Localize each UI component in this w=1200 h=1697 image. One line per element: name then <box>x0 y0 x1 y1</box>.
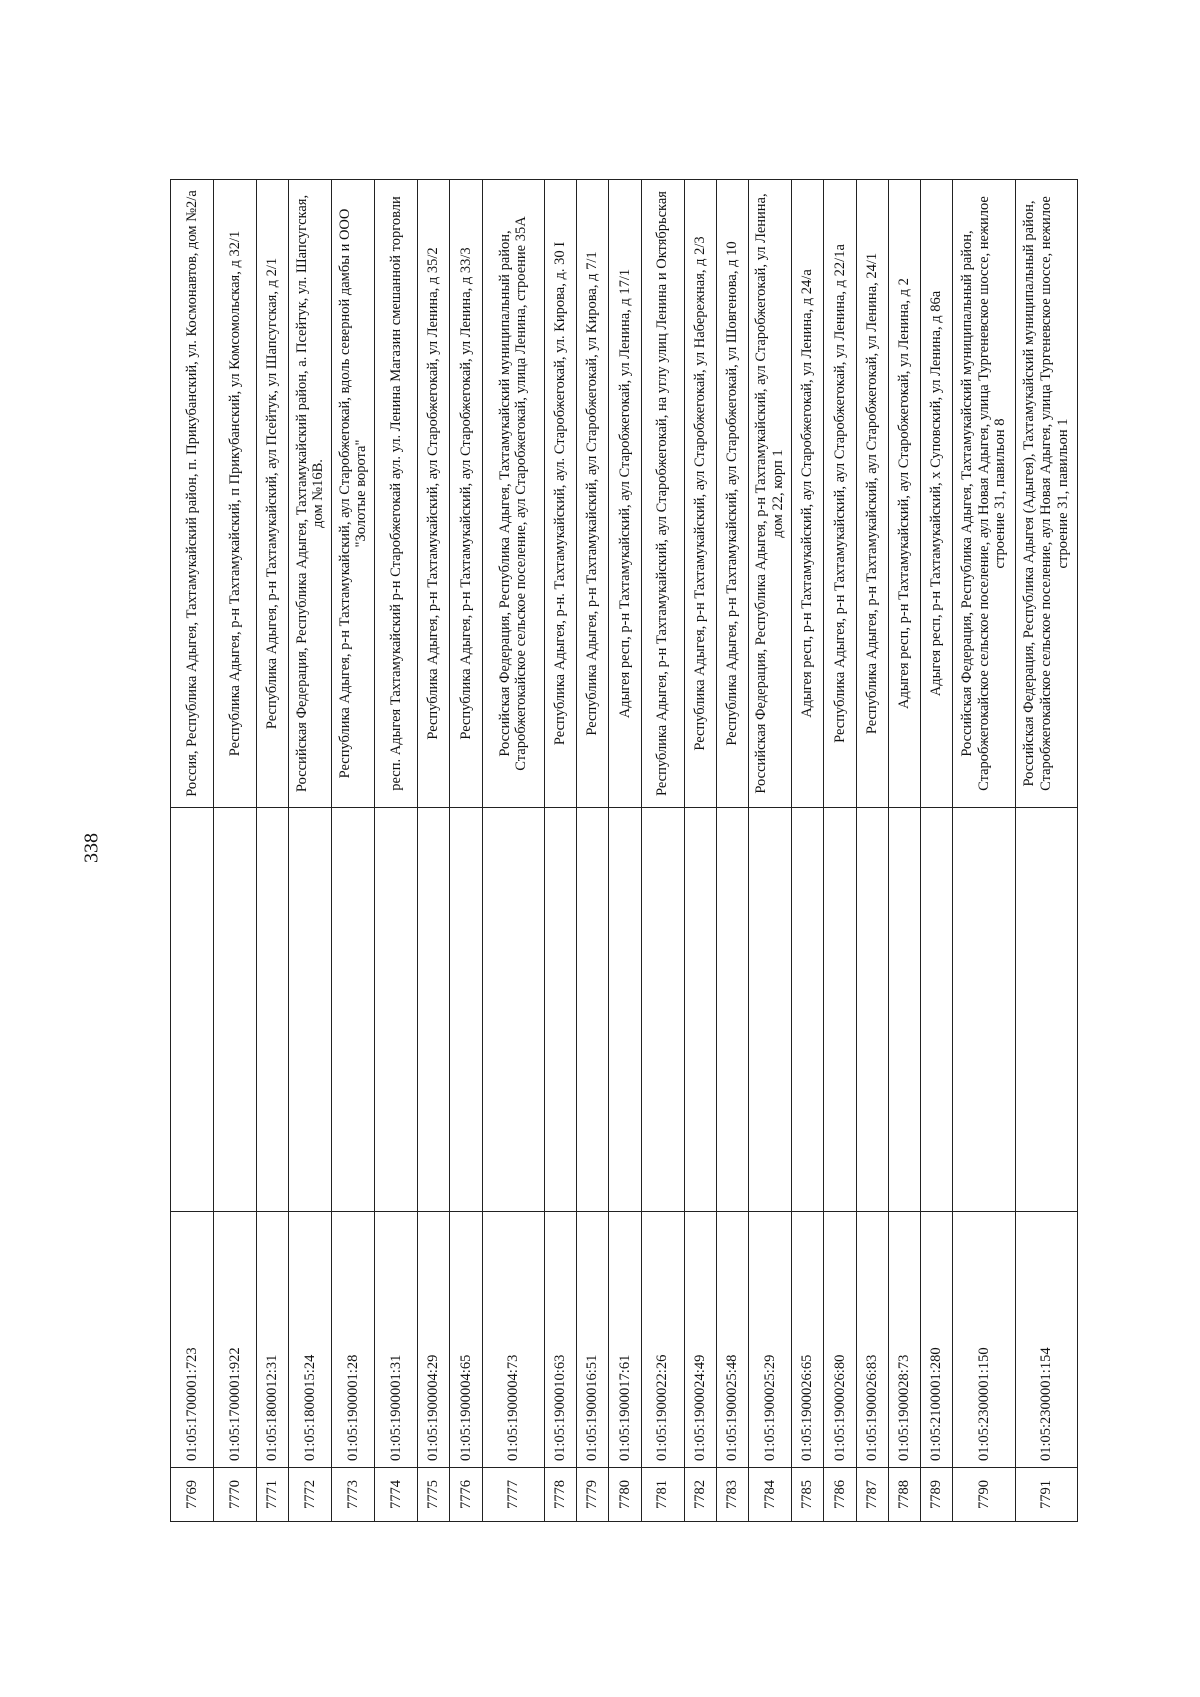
empty-cell <box>792 808 824 1212</box>
row-number-cell: 7775 <box>418 1468 450 1522</box>
table-row <box>716 180 748 1522</box>
table-row <box>824 180 856 1522</box>
row-number-cell: 7790 <box>953 1468 1015 1522</box>
row-number-cell: 7780 <box>609 1468 641 1522</box>
cadastral-number-cell: 01:05:1900017:61 <box>609 1212 641 1468</box>
address-cell: Республика Адыгея, р-н. Тахтамукайский, аул. Старобжегокай, ул. Кирова, д. 30 І <box>544 180 576 808</box>
address-cell: Республика Адыгея, р-н Тахтамукайский, аул Старобжегокай, ул Ленина, д 35/2 <box>418 180 450 808</box>
cadastral-number-cell: 01:05:1700001:723 <box>171 1212 214 1468</box>
row-number-cell: 7777 <box>482 1468 544 1522</box>
empty-cell <box>482 808 544 1212</box>
empty-cell <box>213 808 256 1212</box>
cadastral-number-cell: 01:05:1900026:83 <box>856 1212 888 1468</box>
empty-cell <box>856 808 888 1212</box>
cadastral-number-cell: 01:05:1900026:65 <box>792 1212 824 1468</box>
address-cell: Российская Федерация, Республика Адыгея (Адыгея), Тахтамукайский муниципальный район, Старобжегокайское сельское поселение, аул Новая Адыгея, улица Тургеневское шоссе, нежилое строение 31, павильон 1 <box>1015 180 1077 808</box>
table-row <box>609 180 641 1522</box>
table-row <box>577 180 609 1522</box>
cadastral-number-cell: 01:05:1900022:26 <box>641 1212 684 1468</box>
row-number-cell: 7782 <box>684 1468 716 1522</box>
cadastral-number-cell: 01:05:1900004:29 <box>418 1212 450 1468</box>
empty-cell <box>332 808 375 1212</box>
empty-cell <box>684 808 716 1212</box>
cadastral-number-cell: 01:05:2300001:154 <box>1015 1212 1077 1468</box>
address-cell: Республика Адыгея, р-н Тахтамукайский, аул Старобжегокай, вдоль северной дамбы и ООО "Золотые ворота" <box>332 180 375 808</box>
address-cell: Республика Адыгея, р-н Тахтамукайский, аул Старобжегокай, ул Набережная, д 2/3 <box>684 180 716 808</box>
address-cell: Российская Федерация, Республика Адыгея, р-н Тахтамукайский, аул Старобжегокай, ул Ленина, дом 22, корп 1 <box>749 180 792 808</box>
table-row <box>375 180 418 1522</box>
address-cell: Российская Федерация, Республика Адыгея, Тахтамукайский район, а. Псейтук, ул. Шапсугская, дом №16В. <box>289 180 332 808</box>
address-cell: респ. Адыгея Тахтамукайский р-н Старобжегокай аул. ул. Ленина Магазин смешанной торговли <box>375 180 418 808</box>
empty-cell <box>544 808 576 1212</box>
cadastral-number-cell: 01:05:1900025:48 <box>716 1212 748 1468</box>
cadastral-number-cell: 01:05:1900026:80 <box>824 1212 856 1468</box>
table-row <box>792 180 824 1522</box>
cadastral-number-cell: 01:05:1900025:29 <box>749 1212 792 1468</box>
empty-cell <box>450 808 482 1212</box>
table-row <box>641 180 684 1522</box>
address-cell: Адыгея респ, р-н Тахтамукайский, х Суповский, ул Ленина, д 86а <box>921 180 953 808</box>
address-cell: Республика Адыгея, р-н Тахтамукайский, аул Старобжегокай, ул Ленина, 24/1 <box>856 180 888 808</box>
cadastral-number-cell: 01:05:1900004:65 <box>450 1212 482 1468</box>
cadastral-number-cell: 01:05:1900001:28 <box>332 1212 375 1468</box>
registry-table-body <box>171 180 1078 1522</box>
address-cell: Республика Адыгея, р-н Тахтамукайский, аул Старобжегокай, ул Ленина, д 33/3 <box>450 180 482 808</box>
address-cell: Республика Адыгея, р-н Тахтамукайский, п Прикубанский, ул Комсомольская, д 32/1 <box>213 180 256 808</box>
table-row <box>450 180 482 1522</box>
address-cell: Российская Федерация, Республика Адыгея, Тахтамукайский муниципальный район, Старобжегокайское сельское поселение, аул Новая Адыгея, улица Тургеневское шоссе, нежилое строение 31, павильон 8 <box>953 180 1015 808</box>
empty-cell <box>749 808 792 1212</box>
row-number-cell: 7787 <box>856 1468 888 1522</box>
row-number-cell: 7784 <box>749 1468 792 1522</box>
address-cell: Адыгея респ, р-н Тахтамукайский, аул Старобжегокай, ул Ленина, д 2 <box>888 180 920 808</box>
row-number-cell: 7791 <box>1015 1468 1077 1522</box>
table-row <box>213 180 256 1522</box>
cadastral-number-cell: 01:05:1900016:51 <box>577 1212 609 1468</box>
cadastral-number-cell: 01:05:1700001:922 <box>213 1212 256 1468</box>
table-row <box>289 180 332 1522</box>
page-number: 338 <box>80 833 103 863</box>
address-cell: Адыгея респ, р-н Тахтамукайский, аул Старобжегокай, ул Ленина, д 17/1 <box>609 180 641 808</box>
table-row <box>856 180 888 1522</box>
table-row <box>953 180 1015 1522</box>
empty-cell <box>1015 808 1077 1212</box>
row-number-cell: 7778 <box>544 1468 576 1522</box>
empty-cell <box>256 808 288 1212</box>
table-row <box>171 180 214 1522</box>
row-number-cell: 7769 <box>171 1468 214 1522</box>
address-cell: Адыгея респ, р-н Тахтамукайский, аул Старобжегокай, ул Ленина, д 24/а <box>792 180 824 808</box>
cadastral-number-cell: 01:05:1900010:63 <box>544 1212 576 1468</box>
cadastral-number-cell: 01:05:1900028:73 <box>888 1212 920 1468</box>
rotated-table-container <box>170 180 1078 1522</box>
empty-cell <box>609 808 641 1212</box>
address-cell: Республика Адыгея, р-н Тахтамукайский, аул Старобжегокай, ул Кирова, д 7/1 <box>577 180 609 808</box>
empty-cell <box>921 808 953 1212</box>
empty-cell <box>171 808 214 1212</box>
row-number-cell: 7785 <box>792 1468 824 1522</box>
table-row <box>888 180 920 1522</box>
address-cell: Республика Адыгея, р-н Тахтамукайский, аул Псейтук, ул Шапсугская, д 2/1 <box>256 180 288 808</box>
address-cell: Россия, Республика Адыгея, Тахтамукайский район, п. Прикубанский, ул. Космонавтов, дом №2/а <box>171 180 214 808</box>
address-cell: Республика Адыгея, р-н Тахтамукайский, аул Старобжегокай, ул Ленина, д 22/1а <box>824 180 856 808</box>
table-row <box>256 180 288 1522</box>
row-number-cell: 7773 <box>332 1468 375 1522</box>
address-cell: Российская Федерация, Республика Адыгея, Тахтамукайский муниципальный район, Старобжегокайское сельское поселение, аул Старобжегокай, улица Ленина, строение 35А <box>482 180 544 808</box>
empty-cell <box>824 808 856 1212</box>
address-cell: Республика Адыгея, р-н Тахтамукайский, аул Старобжегокай, ул Шовгенова, д 10 <box>716 180 748 808</box>
row-number-cell: 7774 <box>375 1468 418 1522</box>
table-row <box>1015 180 1077 1522</box>
row-number-cell: 7779 <box>577 1468 609 1522</box>
cadastral-number-cell: 01:05:2300001:150 <box>953 1212 1015 1468</box>
registry-table <box>170 179 1078 1522</box>
row-number-cell: 7786 <box>824 1468 856 1522</box>
table-row <box>482 180 544 1522</box>
cadastral-number-cell: 01:05:1900024:49 <box>684 1212 716 1468</box>
row-number-cell: 7781 <box>641 1468 684 1522</box>
empty-cell <box>716 808 748 1212</box>
empty-cell <box>577 808 609 1212</box>
table-row <box>544 180 576 1522</box>
row-number-cell: 7788 <box>888 1468 920 1522</box>
empty-cell <box>953 808 1015 1212</box>
table-row <box>749 180 792 1522</box>
row-number-cell: 7789 <box>921 1468 953 1522</box>
empty-cell <box>888 808 920 1212</box>
cadastral-number-cell: 01:05:2100001:280 <box>921 1212 953 1468</box>
row-number-cell: 7770 <box>213 1468 256 1522</box>
table-row <box>921 180 953 1522</box>
empty-cell <box>641 808 684 1212</box>
cadastral-number-cell: 01:05:1900001:31 <box>375 1212 418 1468</box>
table-row <box>418 180 450 1522</box>
empty-cell <box>418 808 450 1212</box>
address-cell: Республика Адыгея, р-н Тахтамукайский, аул Старобжегокай, на углу улиц Ленина и Октябрьская <box>641 180 684 808</box>
cadastral-number-cell: 01:05:1800012:31 <box>256 1212 288 1468</box>
table-row <box>684 180 716 1522</box>
table-row <box>332 180 375 1522</box>
cadastral-number-cell: 01:05:1900004:73 <box>482 1212 544 1468</box>
row-number-cell: 7772 <box>289 1468 332 1522</box>
cadastral-number-cell: 01:05:1800015:24 <box>289 1212 332 1468</box>
row-number-cell: 7771 <box>256 1468 288 1522</box>
row-number-cell: 7783 <box>716 1468 748 1522</box>
row-number-cell: 7776 <box>450 1468 482 1522</box>
empty-cell <box>289 808 332 1212</box>
empty-cell <box>375 808 418 1212</box>
